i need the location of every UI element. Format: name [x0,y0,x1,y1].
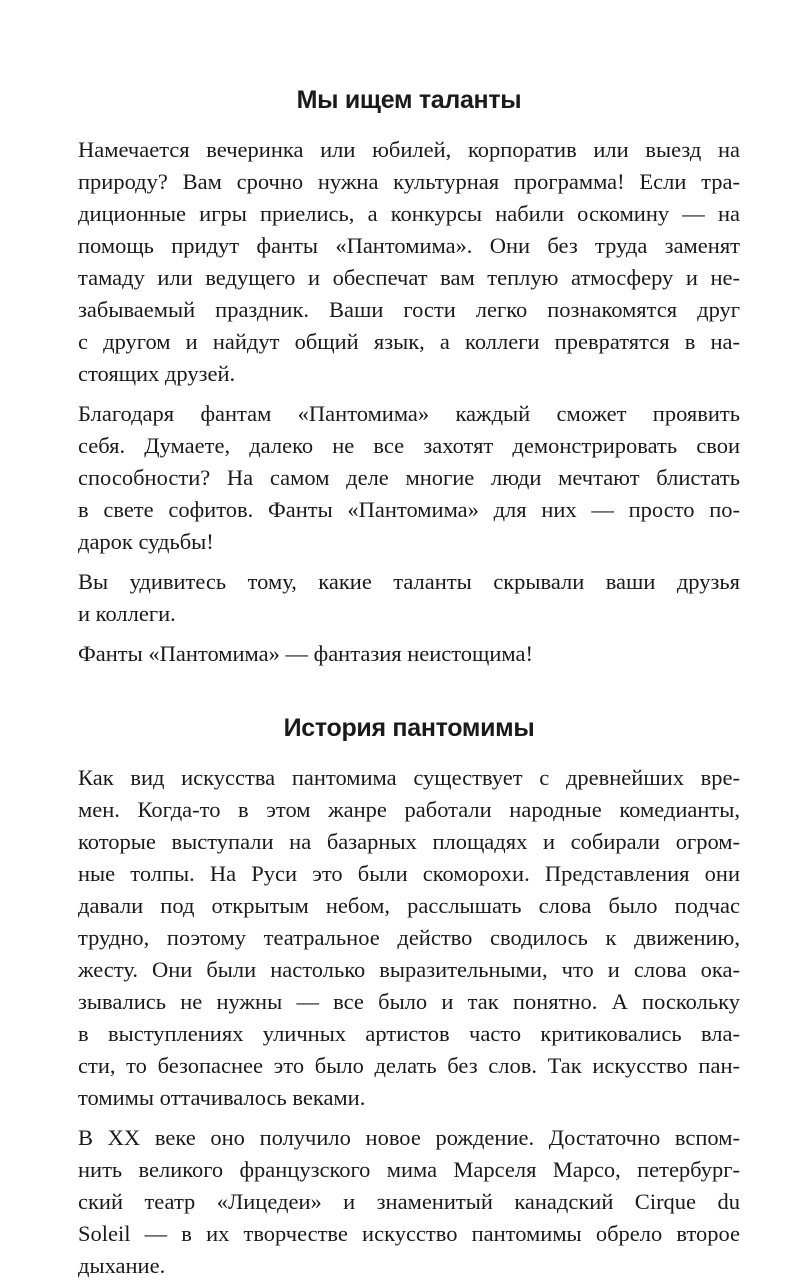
text-line: томимы оттачивалось веками. [78,1085,366,1110]
section-talents-body [78,134,740,670]
text-line: себя. Думаете, далеко не все захотят демонстрировать свои [78,433,740,458]
text-line: Как вид искусства пантомима существует с древнейших вре- [78,765,740,790]
page [78,78,740,1282]
text-line: забываемый праздник. Ваши гости легко познакомятся друг [78,297,740,322]
section-history-body [78,762,740,1282]
text-line: давали под открытым небом, расслышать слова было подчас [78,893,740,918]
text-line: Фанты «Пантомима» — фантазия неистощима! [78,641,533,666]
text-line: и коллеги. [78,601,176,626]
text-line: сти, то безопаснее это было делать без слов. Так искусство пан- [78,1053,740,1078]
text-line: тамаду или ведущего и обеспечат вам теплую атмосферу и не- [78,265,740,290]
text-line: природу? Вам срочно нужна культурная программа! Если тра- [78,169,740,194]
section-title-history: История пантомимы [283,714,535,742]
paragraph [78,134,740,390]
paragraph [78,398,740,558]
paragraph [78,566,740,630]
text-line: Благодаря фантам «Пантомима» каждый сможет проявить [78,401,740,426]
text-line: стоящих друзей. [78,361,236,386]
text-line: дарок судьбы! [78,529,214,554]
text-line: помощь придут фанты «Пантомима». Они без труда заменят [78,233,740,258]
paragraph [78,1122,740,1282]
text-line: зывались не нужны — все было и так понятно. А поскольку [78,989,740,1014]
text-line: ные толпы. На Руси это были скоморохи. Представления они [78,861,740,886]
text-line: жесту. Они были настолько выразительными, что и слова ока- [78,957,740,982]
text-line: Намечается вечеринка или юбилей, корпоратив или выезд на [78,137,740,162]
paragraph [78,762,740,1114]
text-line: Вы удивитесь тому, какие таланты скрывали ваши друзья [78,569,740,594]
text-line: которые выступали на базарных площадях и собирали огром- [78,829,740,854]
text-line: трудно, поэтому театральное действо сводилось к движению, [78,925,740,950]
paragraph [78,638,740,670]
text-line: в свете софитов. Фанты «Пантомима» для них — просто по- [78,497,740,522]
text-line: дыхание. [78,1253,166,1278]
text-line: В XX веке оно получило новое рождение. Достаточно вспом- [78,1125,740,1150]
section-title-talents: Мы ищем таланты [296,86,522,114]
text-line: ский театр «Лицедеи» и знаменитый канадский Cirque du [78,1189,740,1214]
text-line: способности? На самом деле многие люди мечтают блистать [78,465,740,490]
text-line: диционные игры приелись, а конкурсы набили оскомину — на [78,201,740,226]
text-line: с другом и найдут общий язык, а коллеги превратятся в на- [78,329,740,354]
text-line: нить великого французского мима Марселя Марсо, петербург- [78,1157,740,1182]
text-line: в выступлениях уличных артистов часто критиковались вла- [78,1021,740,1046]
text-line: мен. Когда-то в этом жанре работали народные комедианты, [78,797,740,822]
text-line: Soleil — в их творчестве искусство пантомимы обрело второе [78,1221,740,1246]
